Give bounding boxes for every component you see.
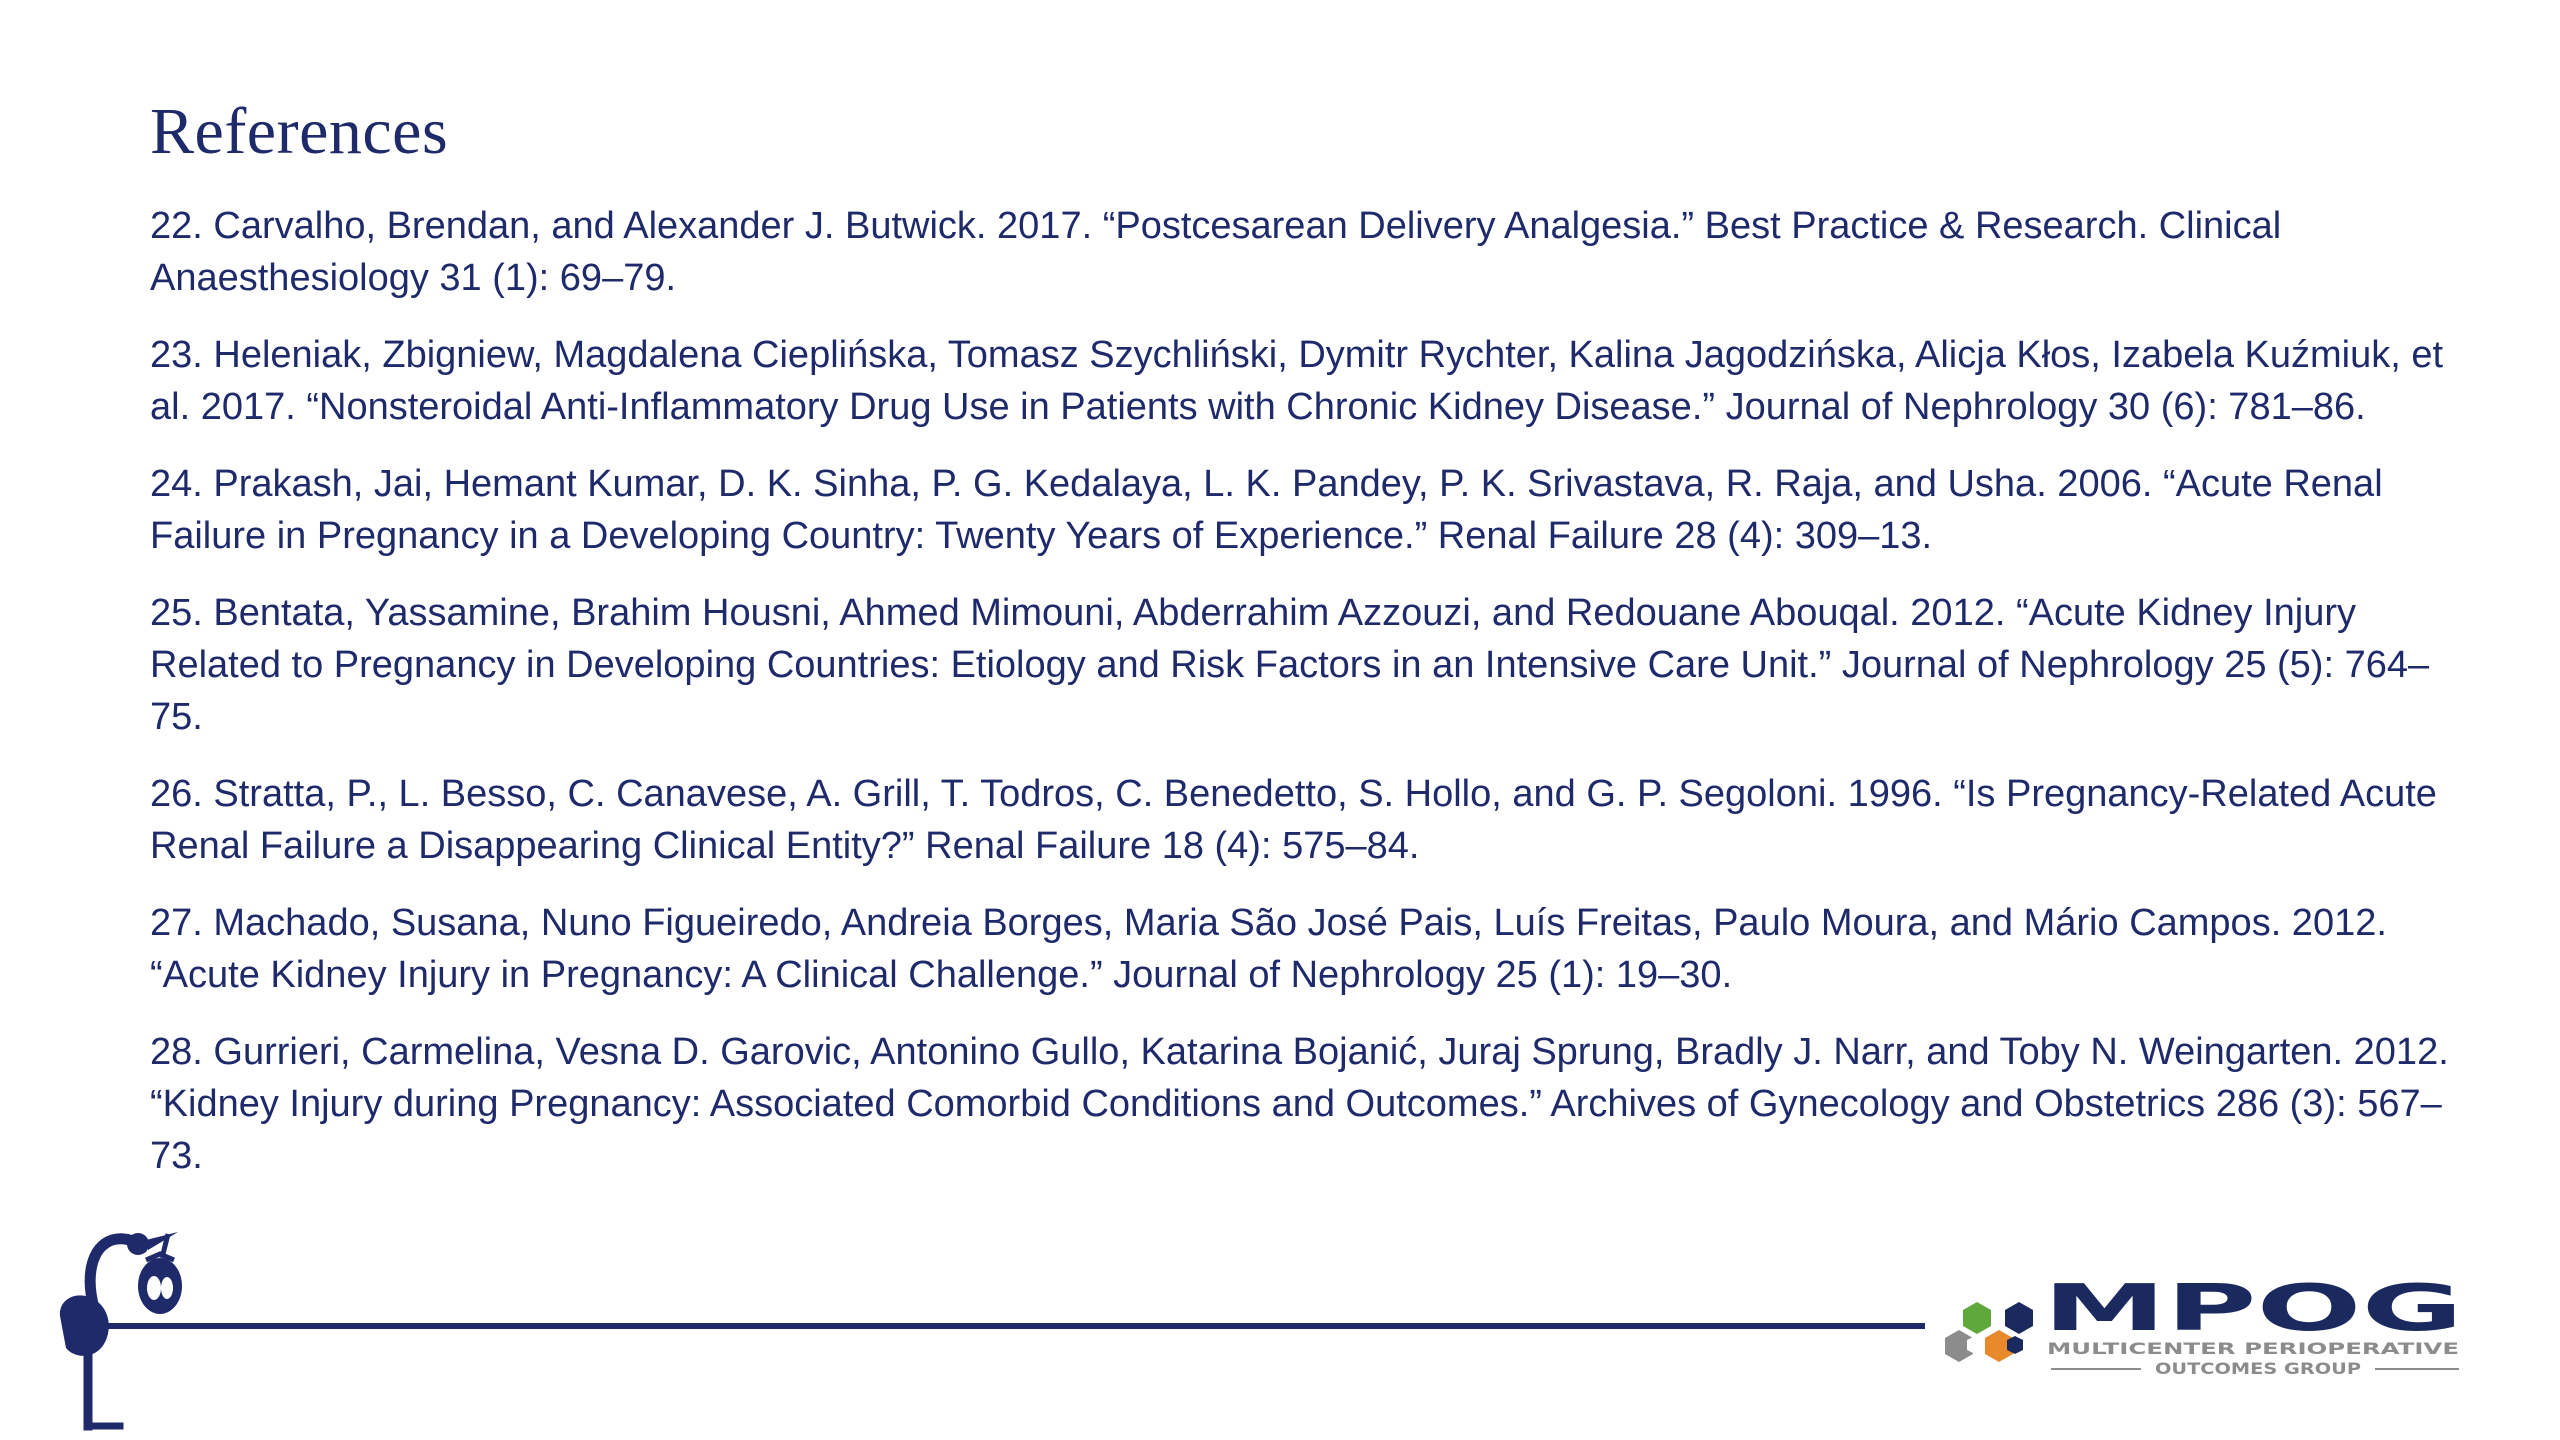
reference-item: 22. Carvalho, Brendan, and Alexander J. Butwick. 2017. “Postcesarean Delivery Analgesia.” Best Practice & Research. Clinical Anaesthesiology 31 (1): 69–79. (150, 205, 2282, 299)
mpog-tagline-line1: MULTICENTER PERIOPERATIVE (2047, 1339, 2459, 1358)
page-title: References (150, 95, 449, 168)
reference-item: 23. Heleniak, Zbigniew, Magdalena Cieplińska, Tomasz Szychliński, Dymitr Rychter, Kalina Jagodzińska, Alicja Kłos, Izabela Kuźmiuk, et al. 2017. “Nonsteroidal Anti-Inflammatory Drug Use in Patients with Chronic Kidney Disease.” Journal of Nephrology 30 (6): 781–86. (150, 334, 2444, 428)
mpog-logo (1935, 1270, 2475, 1380)
reference-item: 25. Bentata, Yassamine, Brahim Housni, Ahmed Mimouni, Abderrahim Azzouzi, and Redouane Abouqal. 2012. “Acute Kidney Injury Related to Pregnancy in Developing Countries: Etiology and Risk Factors in an Intensive Care Unit.” Journal of Nephrology 25 (5): 764–75. (150, 592, 2430, 738)
reference-item: 26. Stratta, P., L. Besso, C. Canavese, A. Grill, T. Todros, C. Benedetto, S. Hollo, and G. P. Segoloni. 1996. “Is Pregnancy-Related Acute Renal Failure a Disappearing Clinical Entity?” Renal Failure 18 (4): 575–84. (150, 773, 2437, 867)
mpog-tagline-line2: OUTCOMES GROUP (2155, 1359, 2362, 1378)
reference-item: 24. Prakash, Jai, Hemant Kumar, D. K. Sinha, P. G. Kedalaya, L. K. Pandey, P. K. Srivastava, R. Raja, and Usha. 2006. “Acute Renal Failure in Pregnancy in a Developing Country: Twenty Years of Experience.” Renal Failure 28 (4): 309–13. (150, 463, 2383, 557)
reference-list (150, 200, 2450, 1207)
hexagon-cluster-icon (1945, 1302, 2033, 1362)
mpog-wordmark: MPOG (2043, 1272, 2463, 1346)
reference-item: 28. Gurrieri, Carmelina, Vesna D. Garovic, Antonino Gullo, Katarina Bojanić, Juraj Sprung, Bradly J. Narr, and Toby N. Weingarten. 2012. “Kidney Injury during Pregnancy: Associated Comorbid Conditions and Outcomes.” Archives of Gynecology and Obstetrics 286 (3): 567–73. (150, 1031, 2449, 1177)
reference-item: 27. Machado, Susana, Nuno Figueiredo, Andreia Borges, Maria São José Pais, Luís Freitas, Paulo Moura, and Mário Campos. 2012. “Acute Kidney Injury in Pregnancy: A Clinical Challenge.” Journal of Nephrology 25 (1): 19–30. (150, 902, 2387, 996)
footer-divider (95, 1323, 1925, 1329)
stork-icon (50, 1218, 220, 1433)
